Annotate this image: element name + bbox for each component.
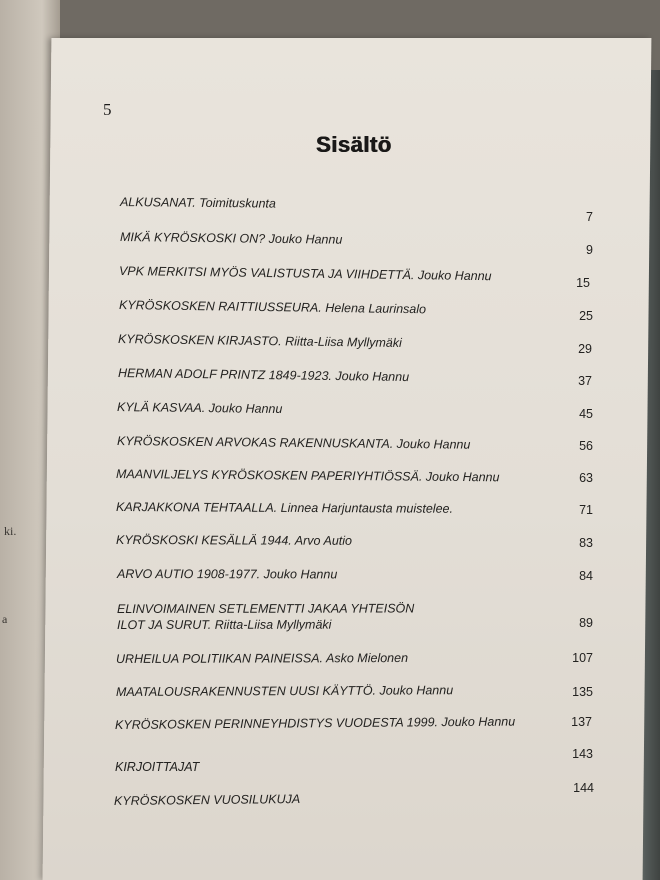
left-page-fragment: a bbox=[2, 612, 8, 626]
toc-entry-heading: KARJAKKONA TEHTAALLA. bbox=[115, 500, 278, 515]
toc-entry-heading: KYRÖSKOSKEN ARVOKAS RAKENNUSKANTA. bbox=[116, 434, 394, 451]
toc-entry-page-number: 9 bbox=[586, 243, 593, 257]
toc-entry-author: Jouko Hannu bbox=[379, 683, 454, 698]
toc-entry-title bbox=[118, 366, 409, 384]
toc-entry-heading: KYLÄ KASVAA. bbox=[116, 400, 206, 416]
toc-entry-heading: ALKUSANAT. bbox=[119, 195, 196, 210]
toc-entry-heading: KYRÖSKOSKEN RAITTIUSSEURA. bbox=[118, 298, 322, 315]
toc-entry-author: Riitta-Liisa Myllymäki bbox=[214, 617, 332, 632]
toc-entry-title bbox=[116, 467, 500, 484]
toc-entry-page-number: 15 bbox=[576, 276, 590, 290]
left-page-fragment: ki. bbox=[4, 524, 17, 538]
page-number: 5 bbox=[103, 100, 112, 119]
toc-entry-title bbox=[117, 600, 414, 633]
toc-entry-heading: KIRJOITTAJAT bbox=[115, 760, 200, 774]
toc-entry-heading: MAATALOUSRAKENNUSTEN UUSI KÄYTTÖ. bbox=[115, 683, 377, 699]
toc-entry-page-number: 144 bbox=[573, 781, 594, 795]
toc-entry-page-number: 143 bbox=[572, 747, 593, 761]
toc-entry-heading: VPK MERKITSI MYÖS VALISTUSTA JA VIIHDETTÄ. bbox=[118, 264, 415, 283]
toc-entry-author: Helena Laurinsalo bbox=[325, 300, 427, 317]
toc-entry-title bbox=[115, 715, 515, 732]
toc-entry-author: Jouko Hannu bbox=[417, 268, 492, 284]
toc-entry-author: Linnea Harjuntausta muistelee. bbox=[280, 500, 454, 516]
toc-entry-page-number: 135 bbox=[572, 685, 593, 699]
toc-entry-heading-line2: ILOT JA SURUT. bbox=[117, 617, 212, 632]
page-title: Sisältö bbox=[316, 132, 392, 157]
toc-entry-author: Asko Mielonen bbox=[326, 650, 409, 666]
toc-entry-heading: KYRÖSKOSKEN KIRJASTO. bbox=[117, 332, 282, 349]
toc-entry-heading: KYRÖSKOSKI KESÄLLÄ 1944. bbox=[115, 533, 292, 548]
toc-entry-page-number: 137 bbox=[571, 715, 592, 729]
toc-entry-author: Jouko Hannu bbox=[396, 436, 471, 452]
toc-entry-heading: ARVO AUTIO 1908-1977. bbox=[116, 567, 261, 582]
toc-entry-page-number: 83 bbox=[579, 536, 593, 550]
toc-entry-page-number: 71 bbox=[579, 503, 593, 517]
toc-entry-author: Riitta-Liisa Myllymäki bbox=[285, 334, 402, 350]
toc-entry-heading: MAANVILJELYS KYRÖSKOSKEN PAPERIYHTIÖSSÄ. bbox=[115, 467, 423, 484]
toc-entry-title bbox=[117, 434, 471, 452]
toc-entry-page-number: 7 bbox=[586, 210, 593, 224]
toc-entry-author: Jouko Hannu bbox=[208, 401, 283, 417]
toc-entry-heading: HERMAN ADOLF PRINTZ 1849-1923. bbox=[117, 366, 333, 383]
toc-entry-title bbox=[116, 533, 352, 548]
toc-entry-heading: ELINVOIMAINEN SETLEMENTTI JAKAA YHTEISÖN bbox=[116, 601, 415, 616]
toc-entry-author: Jouko Hannu bbox=[441, 714, 516, 730]
toc-entry-title bbox=[119, 264, 492, 283]
toc-entry-heading: MIKÄ KYRÖSKOSKI ON? bbox=[119, 230, 266, 246]
toc-entry-author: Arvo Autio bbox=[294, 533, 353, 548]
toc-entry-page-number: 25 bbox=[579, 309, 593, 323]
toc-entry-title bbox=[115, 760, 199, 774]
toc-entry-title bbox=[117, 400, 283, 416]
toc-entry-title bbox=[116, 651, 408, 666]
toc-entry-author: Jouko Hannu bbox=[263, 567, 338, 582]
toc-entry-title bbox=[120, 195, 276, 211]
toc-entry-page-number: 63 bbox=[579, 471, 593, 485]
toc-entry-author: Jouko Hannu bbox=[268, 231, 343, 247]
toc-entry-page-number: 107 bbox=[572, 651, 593, 665]
toc-entry-author: Jouko Hannu bbox=[425, 469, 500, 485]
toc-entry-page-number: 84 bbox=[579, 569, 593, 583]
toc-entry-title bbox=[119, 298, 426, 316]
toc-entry-author: Toimituskunta bbox=[199, 195, 276, 211]
toc-entry-page-number: 56 bbox=[579, 439, 593, 453]
toc-entry-heading: URHEILUA POLITIIKAN PAINEISSA. bbox=[115, 651, 324, 666]
toc-entry-page-number: 89 bbox=[579, 616, 593, 630]
toc-entry-heading: KYRÖSKOSKEN VUOSILUKUJA bbox=[113, 792, 301, 808]
toc-entry-title bbox=[120, 230, 342, 247]
toc-entry-author: Jouko Hannu bbox=[335, 369, 410, 385]
toc-entry-heading: KYRÖSKOSKEN PERINNEYHDISTYS VUODESTA 1999. bbox=[114, 715, 439, 732]
toc-entry-title bbox=[114, 792, 300, 808]
toc-entry-title bbox=[116, 500, 453, 516]
toc-entry-title bbox=[118, 332, 402, 350]
toc-entry-title bbox=[117, 567, 337, 581]
toc-entry-page-number: 45 bbox=[579, 407, 593, 421]
toc-entry-page-number: 37 bbox=[578, 374, 592, 388]
toc-entry-title bbox=[116, 683, 453, 699]
toc-entry-page-number: 29 bbox=[578, 342, 592, 356]
